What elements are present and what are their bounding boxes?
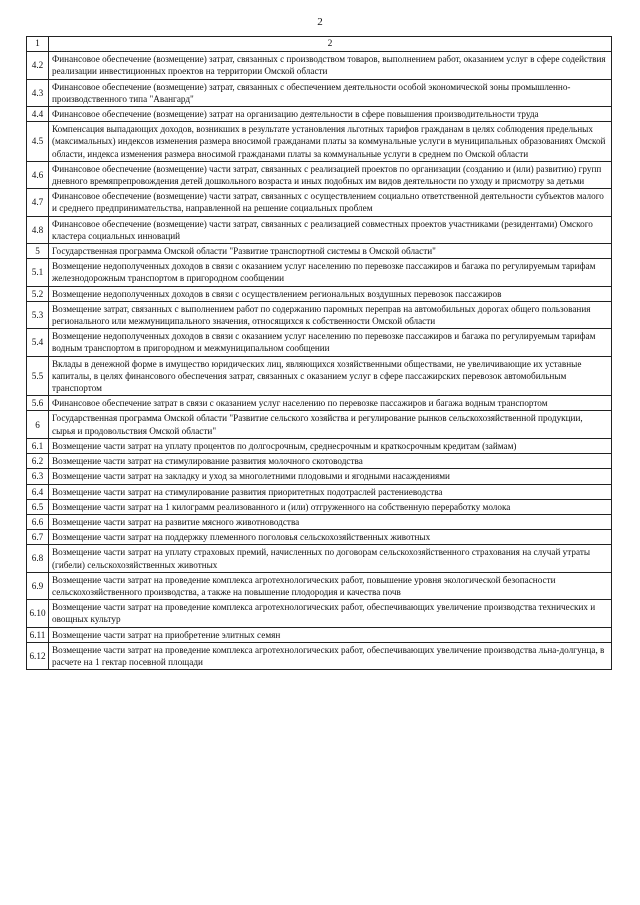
table-row (27, 286, 612, 301)
row-text: Финансовое обеспечение (возмещение) части затрат, связанных с реализацией совместных проектов участниками (резидентами) Омского кластера социальных инноваций (49, 216, 612, 243)
table-row (27, 530, 612, 545)
row-text: Финансовое обеспечение затрат в связи с оказанием услуг населению по перевозке пассажиров и багажа водным транспортом (49, 396, 612, 411)
row-text: Возмещение части затрат на проведение комплекса агротехнологических работ, повышение уровня экологической безопасности сельскохозяйственного производства, а также на повышение плодородия и качества почв (49, 572, 612, 599)
row-number: 6.3 (27, 469, 49, 484)
table-row (27, 329, 612, 356)
row-text: Возмещение части затрат на проведение комплекса агротехнологических работ, обеспечивающих увеличение производства льна-долгунца, в расчете на 1 гектар посевной площади (49, 642, 612, 669)
table-row (27, 499, 612, 514)
row-text: Возмещение части затрат на проведение комплекса агротехнологических работ, обеспечивающих увеличение производства технических и овощных культур (49, 600, 612, 627)
row-text: Возмещение части затрат на уплату страховых премий, начисленных по договорам сельскохозяйственного страхования на случай утраты (гибели) сельскохозяйственных животных (49, 545, 612, 572)
table-row (27, 259, 612, 286)
table-row (27, 642, 612, 669)
row-number: 6.5 (27, 499, 49, 514)
row-text: Финансовое обеспечение (возмещение) части затрат, связанных с реализацией проектов по организации (созданию и (или) развитию) групп дневного времяпрепровождения детей дошкольного возраста и иных подобных им видов деятельности по уходу и присмотру за детьми (49, 161, 612, 188)
row-number: 4.2 (27, 52, 49, 79)
row-number: 5.1 (27, 259, 49, 286)
row-number: 4.7 (27, 189, 49, 216)
row-text: Возмещение части затрат на развитие мясного животноводства (49, 514, 612, 529)
subsidies-table (26, 36, 612, 670)
row-text: Государственная программа Омской области "Развитие сельского хозяйства и регулирование рынков сельскохозяйственной продукции, сырья и продовольствия Омской области" (49, 411, 612, 438)
row-text: Финансовое обеспечение (возмещение) затрат на организацию деятельности в сфере повышения производительности труда (49, 107, 612, 122)
row-number: 5.6 (27, 396, 49, 411)
row-number: 6.9 (27, 572, 49, 599)
row-text: Возмещение части затрат на стимулирование развития приоритетных подотраслей растениеводства (49, 484, 612, 499)
row-number: 6.6 (27, 514, 49, 529)
row-text: Возмещение части затрат на приобретение элитных семян (49, 627, 612, 642)
row-number: 6.8 (27, 545, 49, 572)
table-row (27, 454, 612, 469)
row-number: 5.3 (27, 301, 49, 328)
table-row (27, 411, 612, 438)
table-row (27, 107, 612, 122)
row-text: Финансовое обеспечение (возмещение) затрат, связанных с производством товаров, выполнением работ, оказанием услуг в сфере содействия реализации инвестиционных проектов на территории Омской области (49, 52, 612, 79)
table-row (27, 161, 612, 188)
table-row (27, 572, 612, 599)
table-row (27, 356, 612, 396)
row-number: 4.4 (27, 107, 49, 122)
header-col-1: 1 (27, 37, 49, 52)
table-row (27, 469, 612, 484)
row-number: 5.4 (27, 329, 49, 356)
row-number: 5.2 (27, 286, 49, 301)
row-text: Возмещение части затрат на поддержку племенного поголовья сельскохозяйственных животных (49, 530, 612, 545)
table-row (27, 600, 612, 627)
row-text: Возмещение недополученных доходов в связи с оказанием услуг населению по перевозке пассажиров и багажа по регулируемым тарифам железнодорожным транспортом в пригородном сообщении (49, 259, 612, 286)
row-text: Финансовое обеспечение (возмещение) затрат, связанных с обеспечением деятельности особой экономической зоны промышленно-производственного типа "Авангард" (49, 79, 612, 106)
table-row (27, 189, 612, 216)
row-text: Государственная программа Омской области "Развитие транспортной системы в Омской области" (49, 244, 612, 259)
row-number: 6.1 (27, 438, 49, 453)
row-number: 6.7 (27, 530, 49, 545)
row-number: 5.5 (27, 356, 49, 396)
row-text: Возмещение части затрат на 1 килограмм реализованного и (или) отгруженного на собственную переработку молока (49, 499, 612, 514)
row-number: 4.6 (27, 161, 49, 188)
row-text: Возмещение части затрат на закладку и уход за многолетними плодовыми и ягодными насаждениями (49, 469, 612, 484)
table-row (27, 244, 612, 259)
row-text: Возмещение части затрат на уплату процентов по долгосрочным, среднесрочным и краткосрочным кредитам (займам) (49, 438, 612, 453)
row-number: 4.5 (27, 122, 49, 162)
table-row (27, 52, 612, 79)
row-number: 4.3 (27, 79, 49, 106)
header-col-2: 2 (49, 37, 612, 52)
table-row (27, 122, 612, 162)
row-number: 6.12 (27, 642, 49, 669)
row-number: 6.10 (27, 600, 49, 627)
row-text: Возмещение недополученных доходов в связи с осуществлением региональных воздушных перевозок пассажиров (49, 286, 612, 301)
page-number: 2 (317, 16, 323, 28)
table-row (27, 514, 612, 529)
row-text: Компенсация выпадающих доходов, возникших в результате установления льготных тарифов гражданам в целях соблюдения предельных (максимальных) индексов изменения размера вносимой гражданами платы за коммунальные услуги в муниципальных образованиях Омской области, индекса изменения размера вносимой гражданами платы за коммунальные услуги в среднем по Омской области (49, 122, 612, 162)
table-row (27, 301, 612, 328)
table-row (27, 79, 612, 106)
table-row (27, 627, 612, 642)
table-header-row (27, 37, 612, 52)
row-number: 4.8 (27, 216, 49, 243)
table-row (27, 484, 612, 499)
row-text: Возмещение недополученных доходов в связи с оказанием услуг населению по перевозке пассажиров и багажа по регулируемым тарифам водным транспортом в пригородном и межмуниципальном сообщении (49, 329, 612, 356)
row-text: Возмещение затрат, связанных с выполнением работ по содержанию паромных переправ на автомобильных дорогах общего пользования регионального или межмуниципального значения, относящихся к собственности Омской области (49, 301, 612, 328)
table-row (27, 545, 612, 572)
row-number: 6 (27, 411, 49, 438)
row-text: Возмещение части затрат на стимулирование развития молочного скотоводства (49, 454, 612, 469)
row-number: 6.4 (27, 484, 49, 499)
row-text: Вклады в денежной форме в имущество юридических лиц, являющихся хозяйственными обществами, не увеличивающие их уставные капиталы, в целях финансового обеспечения затрат, связанных с оказанием услуг в сфере пассажирских перевозок автомобильным транспортом (49, 356, 612, 396)
row-number: 5 (27, 244, 49, 259)
row-number: 6.11 (27, 627, 49, 642)
table-row (27, 216, 612, 243)
row-number: 6.2 (27, 454, 49, 469)
row-text: Финансовое обеспечение (возмещение) части затрат, связанных с осуществлением социально ответственной деятельности субъектов малого и среднего предпринимательства, направленной на решение социальных проблем (49, 189, 612, 216)
table-row (27, 438, 612, 453)
table-row (27, 396, 612, 411)
